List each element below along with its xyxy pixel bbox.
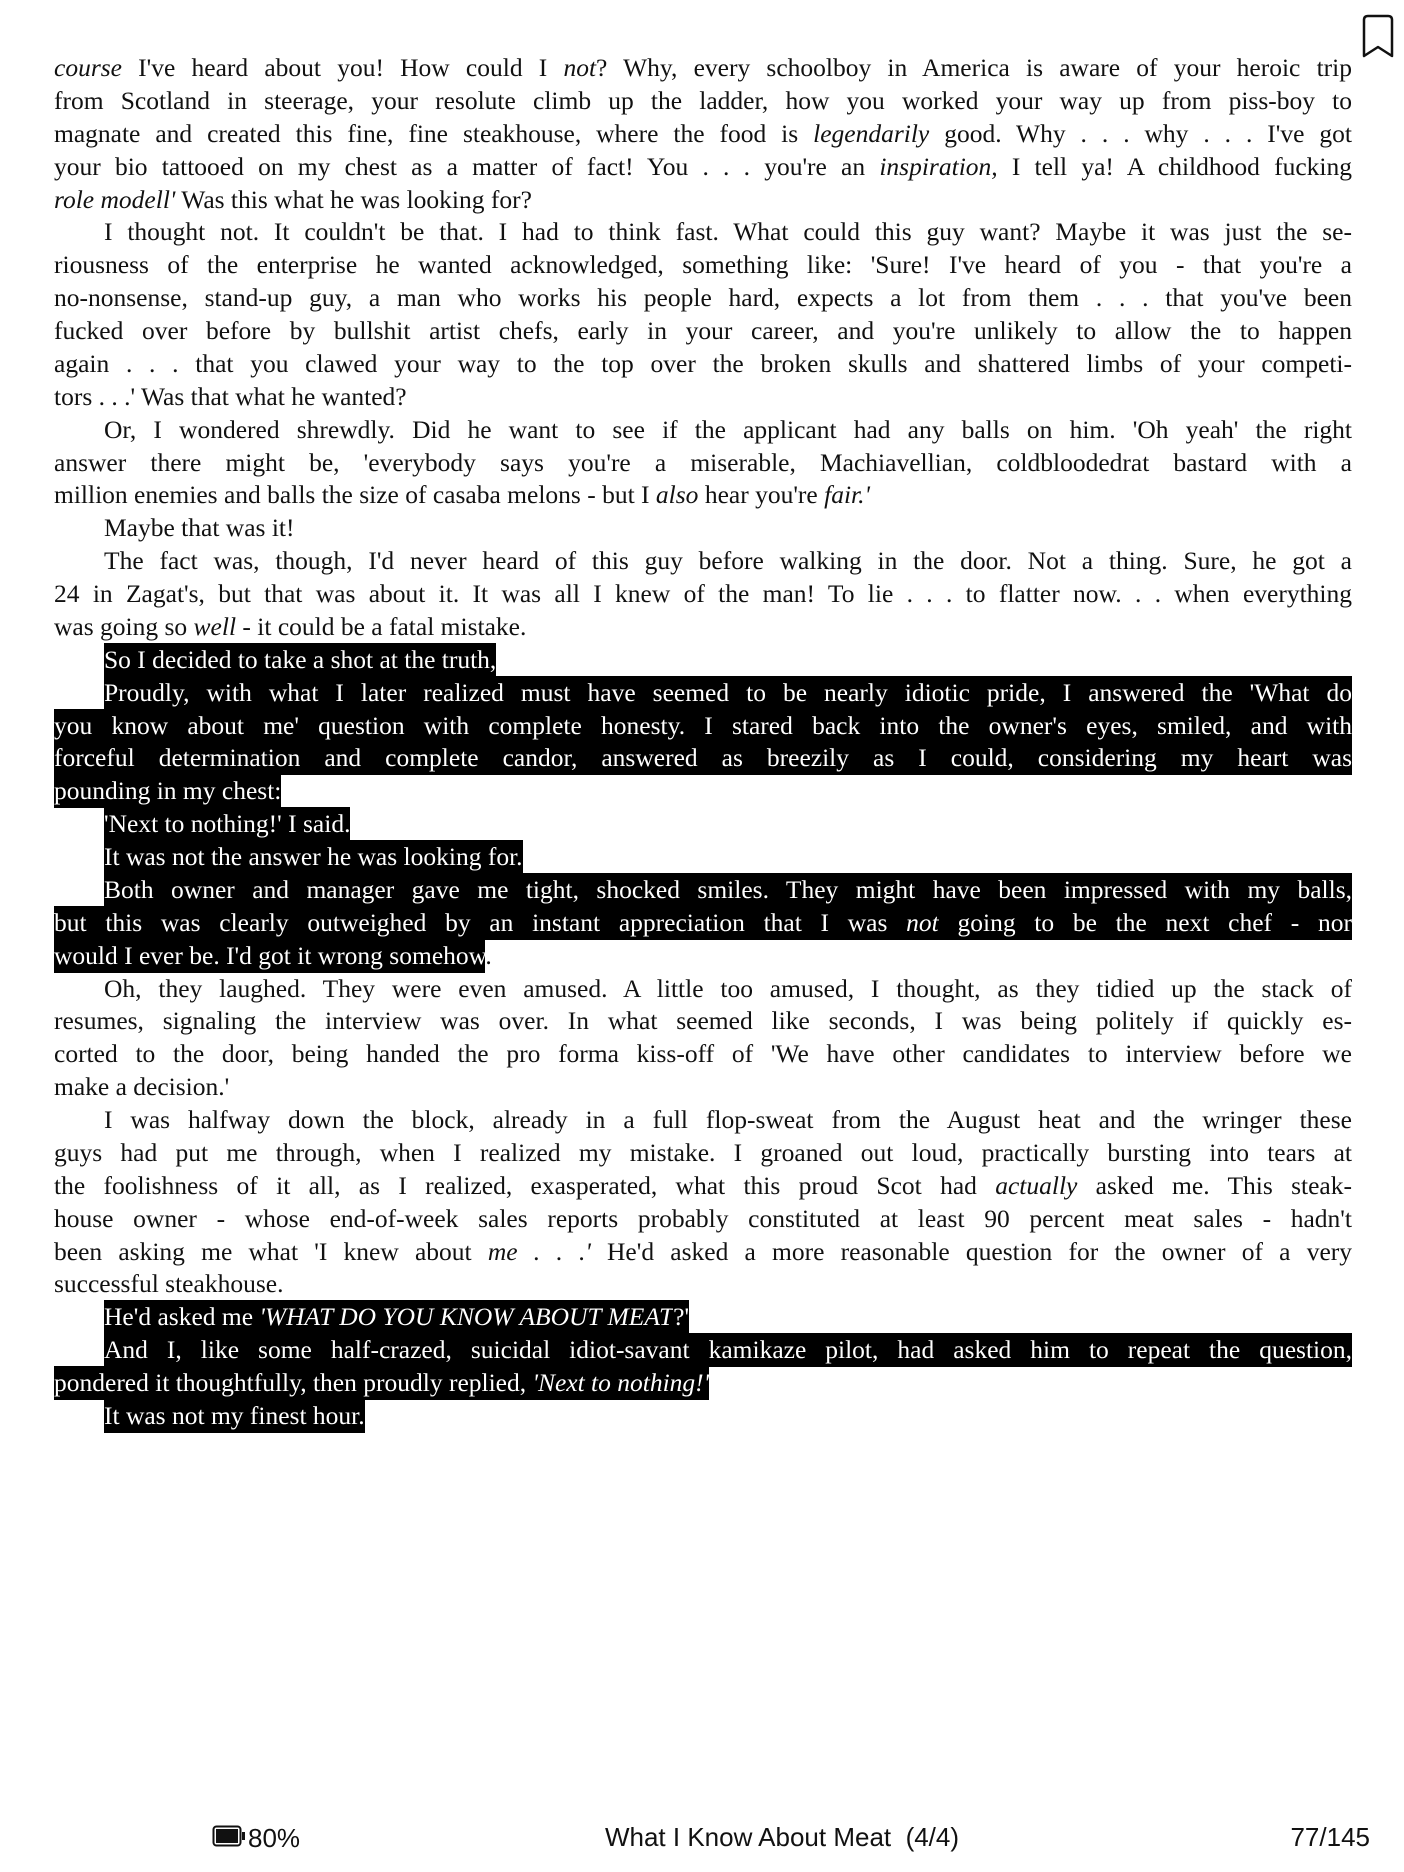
text-run: resumes, signaling the interview was over. In what seemed like seconds, I was being politely if quickly es- [54,1006,1352,1036]
text-line [54,1137,1352,1170]
text-run: course [54,53,122,82]
text-line [54,151,1352,184]
text-run: riousness of the enterprise he wanted acknowledged, something like: 'Sure! I've heard of you - that you're a [54,250,1352,280]
book-page-text[interactable] [54,52,1352,1433]
text-run: role modell' [54,184,176,214]
text-line [54,1038,1352,1071]
highlighted-text: 'Next to nothing!' [533,1366,710,1400]
text-line [54,940,1352,973]
text-run: . [485,940,492,970]
text-line [54,479,1352,512]
text-run: been asking me what 'I knew about [54,1236,488,1266]
highlighted-text: He'd asked me [104,1300,259,1334]
text-line [54,118,1352,151]
text-run: answer there might be, 'everybody says you're a miserable, Machiavellian, coldbloodedrat bastard with a [54,447,1352,477]
highlighted-text: going to be the next chef - nor [939,906,1352,940]
text-run: actually [995,1170,1078,1200]
text-run: me . . .' [487,1236,591,1266]
text-line [54,414,1352,447]
text-run: Was this what he was looking for? [175,184,532,214]
text-line [54,1236,1352,1269]
text-line [54,381,1352,414]
highlighted-text: ?' [673,1300,689,1334]
text-run: ? Why, every schoolboy in America is aware of your heroic trip [596,53,1352,82]
battery-percent: 80% [248,1823,301,1853]
text-line [54,85,1352,118]
text-line [54,710,1352,743]
text-line [54,1005,1352,1038]
text-line [54,1301,1352,1334]
text-line [54,841,1352,874]
text-run: legendarily [813,118,930,148]
text-run: inspiration, [879,151,998,181]
text-run: - it could be a fatal mistake. [236,611,527,641]
bookmark-icon[interactable] [1360,14,1396,58]
page-number[interactable]: 77/145 [1290,1822,1370,1852]
text-run: fucked over before by bullshit artist chefs, early in your career, and you're unlikely to allow the to happen [54,316,1352,345]
highlighted-text: pondered it thoughtfully, then proudly replied, [54,1366,533,1400]
text-run: your bio tattooed on my chest as a matter of fact! You . . . you're an [54,151,880,181]
text-line [54,512,1352,545]
text-line [54,973,1352,1006]
text-run: Maybe that was it! [104,513,295,543]
text-line [54,282,1352,315]
text-run: asked me. This steak- [1077,1170,1352,1200]
chapter-title: What I Know About Meat (4/4) [604,1822,960,1852]
highlighted-text: Proudly, with what I later realized must have seemed to be nearly idiotic pride, I answered the 'What do [104,676,1352,710]
highlighted-text: not [906,906,939,940]
text-run: not [563,53,597,82]
highlighted-text: It was not the answer he was looking for. [104,840,523,874]
text-run: fair.' [824,480,870,510]
text-run: I tell ya! A childhood fucking [997,151,1352,181]
text-line [54,1104,1352,1137]
text-line [54,249,1352,282]
text-run: good. Why . . . why . . . I've got [929,118,1352,148]
text-line [54,52,1352,85]
highlighted-text: but this was clearly outweighed by an instant appreciation that I was [54,906,906,940]
text-run: He'd asked a more reasonable question for the owner of a very [590,1236,1353,1266]
text-run: 24 in Zagat's, but that was about it. It was all I knew of the man! To lie . . . to flatter now. . . when everything [54,579,1352,608]
text-line [54,447,1352,480]
highlighted-text: forceful determination and complete candor, answered as breezily as I could, considering my heart was [54,741,1352,775]
text-run: successful steakhouse. [54,1269,284,1299]
text-line [54,677,1352,710]
text-line [54,644,1352,677]
text-line [54,611,1352,644]
highlighted-text: It was not my finest hour. [104,1399,365,1433]
highlighted-text: would I ever be. I'd got it wrong somehow [54,939,485,973]
text-line [54,545,1352,578]
text-run: no-nonsense, stand-up guy, a man who works his people hard, expects a lot from them . . . that you've been [54,283,1352,313]
highlighted-text: And I, like some half-crazed, suicidal idiot-savant kamikaze pilot, had asked him to repeat the question, [104,1333,1352,1367]
text-line [54,1268,1352,1301]
text-run: tors . . .' Was that what he wanted? [54,381,407,411]
text-run: was going so [54,611,194,641]
text-line [54,1203,1352,1236]
highlighted-text: 'Next to nothing!' I said. [104,807,350,841]
text-run: I've heard about you! How could I [121,53,564,82]
text-line [54,1170,1352,1203]
text-line [54,1071,1352,1104]
text-line [54,775,1352,808]
highlighted-text: Both owner and manager gave me tight, shocked smiles. They might have been impressed with my balls, [104,873,1352,907]
text-line [54,184,1352,217]
text-line [54,907,1352,940]
text-run: Or, I wondered shrewdly. Did he want to see if the applicant had any balls on him. 'Oh yeah' the right [104,414,1352,444]
text-run: again . . . that you clawed your way to the top over the broken skulls and shattered limbs of your competi- [54,348,1352,378]
text-run: house owner - whose end-of-week sales reports probably constituted at least 90 percent meat sales - hadn't [54,1203,1352,1233]
text-line [54,216,1352,249]
text-run: guys had put me through, when I realized my mistake. I groaned out loud, practically bursting into tears at [54,1137,1352,1167]
text-line [54,1334,1352,1367]
text-run: the foolishness of it all, as I realized, exasperated, what this proud Scot had [54,1170,996,1200]
text-run: million enemies and balls the size of casaba melons - but I [54,480,656,510]
text-run: hear you're [698,480,825,510]
text-line [54,1367,1352,1400]
highlighted-text: pounding in my chest: [54,774,281,808]
text-line [54,1400,1352,1433]
text-line [54,315,1352,348]
text-line [54,348,1352,381]
text-run: The fact was, though, I'd never heard of this guy before walking in the door. Not a thing. Sure, he got a [104,546,1352,576]
text-run: I was halfway down the block, already in a full flop-sweat from the August heat and the wringer these [104,1105,1352,1134]
text-run: corted to the door, being handed the pro forma kiss-off of 'We have other candidates to interview before we [54,1039,1352,1069]
text-run: I thought not. It couldn't be that. I had to think fast. What could this guy want? Maybe it was just the se- [104,217,1352,247]
highlighted-text: 'WHAT DO YOU KNOW ABOUT MEAT [259,1300,673,1334]
text-line [54,874,1352,907]
highlighted-text: So I decided to take a shot at the truth, [104,643,496,677]
text-run: well [193,611,237,641]
text-run: from Scotland in steerage, your resolute climb up the ladder, how you worked your way up from piss-boy to [54,85,1352,115]
text-line [54,742,1352,775]
highlighted-text: you know about me' question with complete honesty. I stared back into the owner's eyes, smiled, and with [54,709,1352,743]
text-run: make a decision.' [54,1072,230,1102]
text-run: also [655,480,699,510]
text-line [54,808,1352,841]
text-line [54,578,1352,611]
status-footer [0,1812,1404,1856]
text-run: magnate and created this fine, fine steakhouse, where the food is [54,118,814,148]
text-run: Oh, they laughed. They were even amused. A little too amused, I thought, as they tidied up the stack of [104,973,1352,1003]
